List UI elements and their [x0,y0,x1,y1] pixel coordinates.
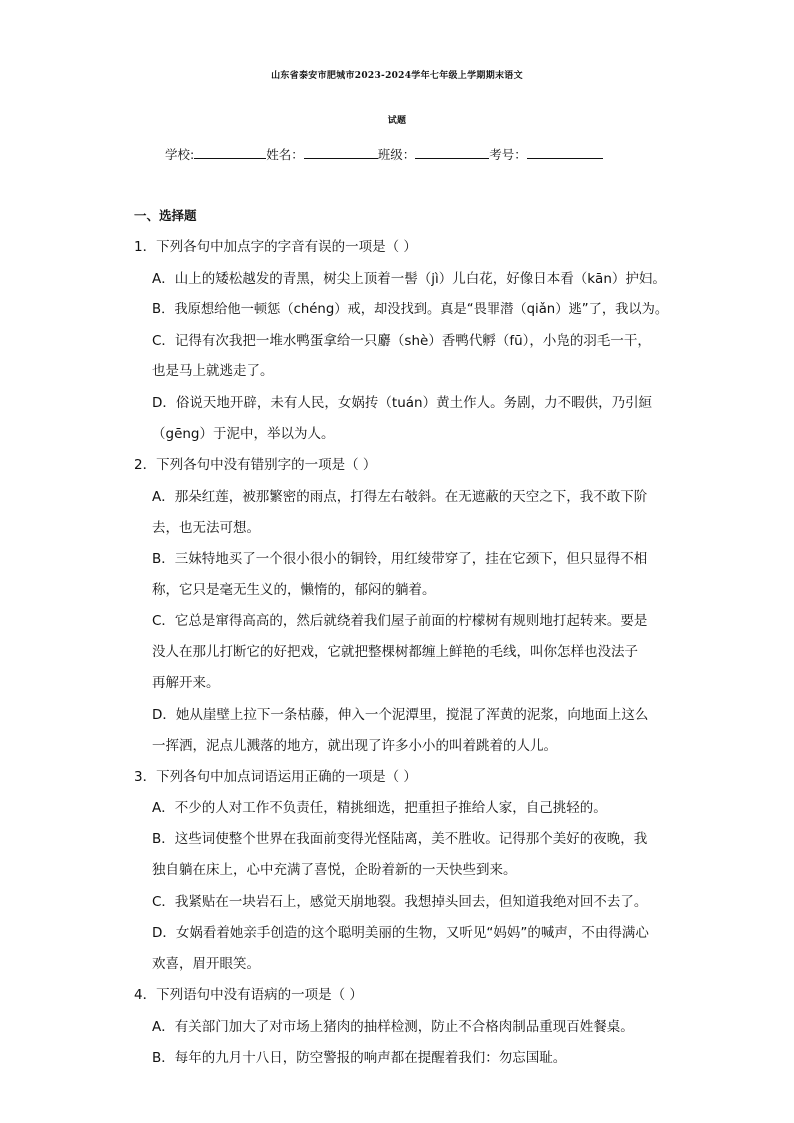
question-4-line: A．有关部门加大了对市场上猪肉的抽样检测，防止不合格肉制品重现百姓餐桌。 [152,1019,634,1035]
question-1-line: C．记得有次我把一堆水鸭蛋拿给一只麝（shè）香鸭代孵（fū），小凫的羽毛一干， [152,333,651,349]
class-blank[interactable] [415,145,489,159]
class-label: 班级： [377,147,416,162]
question-2-line: D．她从崖壁上拉下一条枯藤，伸入一个泥潭里，搅混了浑黄的泥浆，向地面上这么 [152,707,649,723]
student-info-row [165,145,603,163]
question-2-line: 再解开来。 [152,675,220,691]
exam-title-line2: 试题 [387,116,407,126]
question-1-stem: 1．下列各句中加点字的字音有误的一项是（ ） [134,239,417,255]
question-1-line: D．俗说天地开辟，未有人民，女娲抟（tuán）黄土作人。务剧，力不暇供，乃引絙 [152,395,653,411]
question-2-stem: 2．下列各句中没有错别字的一项是（ ） [134,457,377,473]
question-3-line: 独自躺在床上，心中充满了喜悦，企盼着新的一天快些到来。 [152,862,517,878]
question-1-line: 也是马上就逃走了。 [152,363,274,379]
question-2-line: B．三妹特地买了一个很小很小的铜铃，用红绫带穿了，挂在它颈下，但只显得不相 [152,551,648,567]
question-4-stem: 4．下列语句中没有语病的一项是（ ） [134,987,363,1003]
name-label: 姓名： [266,147,304,162]
exam-title-line1: 山东省泰安市肥城市2023-2024学年七年级上学期期末语文 [271,71,523,81]
question-3-line: B．这些词使整个世界在我面前变得光怪陆离，美不胜收。记得那个美好的夜晚，我 [152,831,648,847]
question-2-line: 称，它只是毫无生义的，懒惰的，郁闷的躺着。 [152,582,436,598]
school-blank[interactable] [194,145,266,159]
question-3-line: C．我紧贴在一块岩石上，感觉天崩地裂。我想掉头回去，但知道我绝对回不去了。 [152,894,648,910]
section-heading: 一、选择题 [134,208,197,223]
question-3-stem: 3．下列各句中加点词语运用正确的一项是（ ） [134,769,417,785]
id-blank[interactable] [527,145,603,159]
question-4-line: B．每年的九月十八日，防空警报的响声都在提醒着我们：勿忘国耻。 [152,1050,567,1066]
question-2-line: A．那朵红莲，被那繁密的雨点，打得左右攲斜。在无遮蔽的天空之下，我不敢下阶 [152,489,648,505]
id-label: 考号： [489,147,527,162]
question-1-line: B．我原想给他一顿惩（chéng）戒，却没找到。真是“畏罪潜（qiǎn）逃”了，我以为。 [152,302,669,317]
question-3-line: 欢喜，眉开眼笑。 [152,956,260,972]
question-3-line: D．女娲看着她亲手创造的这个聪明美丽的生物，又听见“妈妈”的喊声，不由得满心 [152,925,649,941]
question-2-line: 去，也无法可想。 [152,520,260,536]
name-blank[interactable] [304,145,378,159]
question-1-line: A．山上的矮松越发的青黑，树尖上顶着一髻（jì）儿白花，好像日本看（kān）护妇。 [152,271,666,287]
question-2-line: C．它总是窜得高高的，然后就绕着我们屋子前面的柠檬树有规则地打起转来。要是 [152,613,648,629]
question-1-line: （gēng）于泥中，举以为人。 [152,426,335,442]
question-3-line: A．不少的人对工作不负责任，精挑细选，把重担子推给人家，自己挑轻的。 [152,800,607,816]
question-2-line: 没人在那儿打断它的好把戏，它就把整棵树都缠上鲜艳的毛线，叫你怎样也没法子 [152,644,638,660]
school-label: 学校: [165,147,195,162]
question-2-line: 一挥洒，泥点儿溅落的地方，就出现了许多小小的叫着跳着的人儿。 [152,738,557,754]
